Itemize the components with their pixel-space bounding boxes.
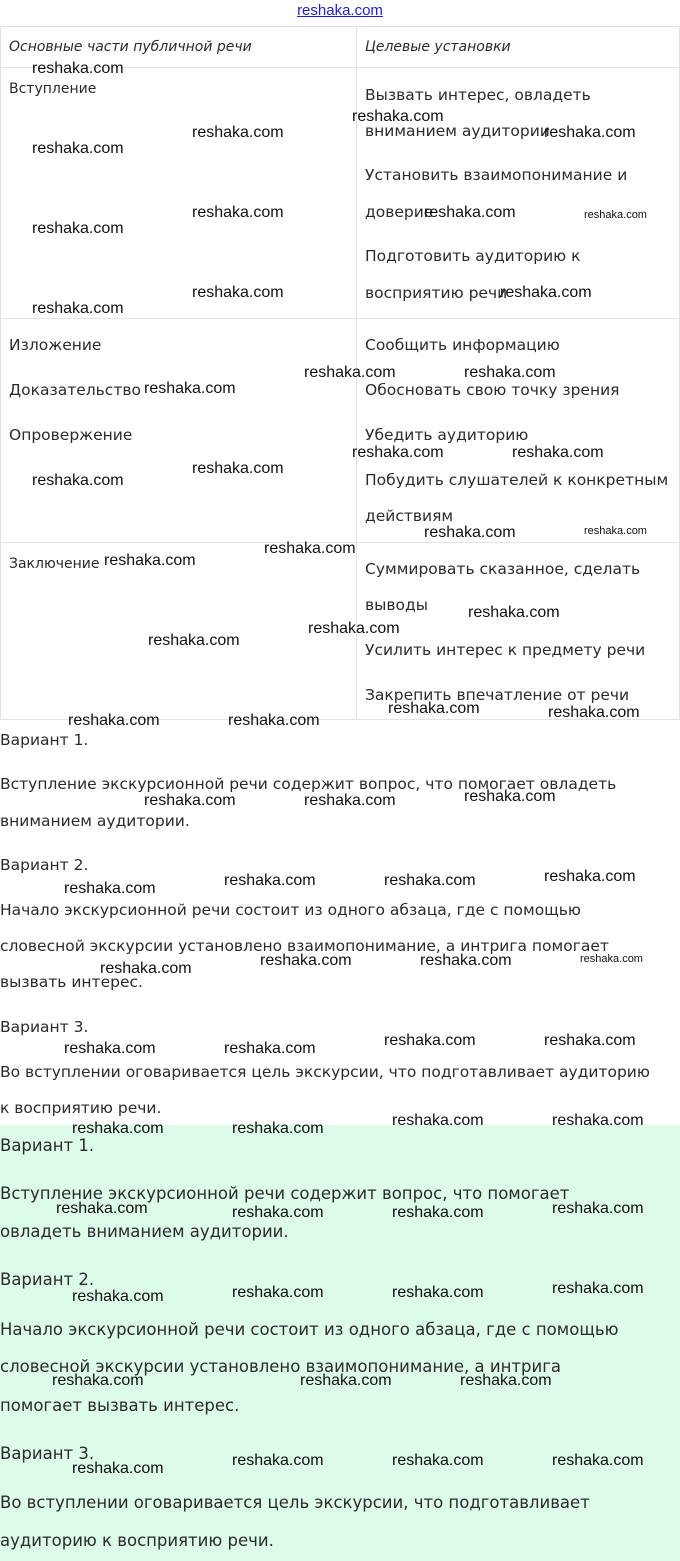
watermark: reshaka.com	[32, 300, 124, 317]
variant-line: Вступление экскурсионной речи содержит вопрос, что помогает	[0, 1184, 570, 1203]
goal-line: Подготовить аудиторию к	[365, 247, 581, 265]
watermark: reshaka.com	[464, 364, 556, 381]
watermark: reshaka.com	[300, 1372, 392, 1389]
variant-line: Вступление экскурсионной речи содержит вопрос, что помогает овладеть	[0, 775, 617, 793]
goal-line: доверие	[365, 203, 434, 221]
goal-line: Побудить слушателей к конкретным	[365, 471, 669, 489]
speech-parts-table	[0, 26, 680, 720]
goal-line: Обосновать свою точку зрения	[365, 381, 620, 399]
watermark: reshaka.com	[392, 1284, 484, 1301]
watermark: reshaka.com	[228, 712, 320, 729]
watermark: reshaka.com	[232, 1120, 324, 1137]
variant-title: Вариант 3.	[0, 1444, 95, 1463]
watermark: reshaka.com	[224, 1040, 316, 1057]
watermark: reshaka.com	[352, 444, 444, 461]
variant-line: словесной экскурсии установлено взаимопонимание, а интрига	[0, 1357, 561, 1376]
watermark: reshaka.com	[224, 872, 316, 889]
watermark: reshaka.com	[232, 1452, 324, 1469]
goal-line: Суммировать сказанное, сделать	[365, 560, 641, 578]
table-row	[1, 68, 680, 319]
variant-line: Начало экскурсионной речи состоит из одного абзаца, где с помощью	[0, 901, 581, 919]
variant-title: Вариант 2.	[0, 856, 89, 874]
watermark: reshaka.com	[64, 880, 156, 897]
column-header-goals: Целевые установки	[357, 27, 680, 68]
goal-line: Вызвать интерес, овладеть	[365, 86, 591, 104]
watermark: reshaka.com	[264, 540, 356, 557]
table-row	[1, 543, 680, 720]
table-cell-goals	[357, 68, 680, 319]
variant-line: помогает вызвать интерес.	[0, 1396, 240, 1415]
table-header-row	[1, 27, 680, 68]
watermark: reshaka.com	[352, 108, 444, 125]
watermark: reshaka.com	[304, 792, 396, 809]
watermark: reshaka.com	[192, 284, 284, 301]
goal-line: вниманием аудитории	[365, 122, 550, 140]
watermark: reshaka.com	[544, 868, 636, 885]
variant-line: овладеть вниманием аудитории.	[0, 1222, 289, 1241]
part-label: Заключение	[9, 556, 100, 572]
watermark: reshaka.com	[384, 872, 476, 889]
watermark: reshaka.com	[308, 620, 400, 637]
watermark: reshaka.com	[232, 1284, 324, 1301]
watermark: reshaka.com	[68, 712, 160, 729]
variant-line: вниманием аудитории.	[0, 812, 190, 830]
watermark: reshaka.com	[552, 1280, 644, 1297]
site-link[interactable]: reshaka.com	[297, 2, 383, 19]
watermark: reshaka.com	[72, 1460, 164, 1477]
watermark: reshaka.com	[392, 1112, 484, 1129]
watermark: reshaka.com	[460, 1372, 552, 1389]
watermark: reshaka.com	[552, 1200, 644, 1217]
part-label: Доказательство	[9, 381, 141, 399]
watermark: reshaka.com	[148, 632, 240, 649]
goal-line: Убедить аудиторию	[365, 426, 529, 444]
variants-highlighted	[0, 1125, 680, 1561]
table-cell-part	[1, 68, 357, 319]
table-cell-goals	[357, 543, 680, 720]
variant-line: вызвать интерес.	[0, 973, 143, 991]
variant-line: словесной экскурсии установлено взаимопонимание, а интрига помогает	[0, 937, 609, 955]
goal-line: Усилить интерес к предмету речи	[365, 641, 646, 659]
variant-title: Вариант 1.	[0, 1136, 95, 1155]
watermark: reshaka.com	[144, 792, 236, 809]
watermark: reshaka.com	[500, 284, 592, 301]
watermark: reshaka.com	[580, 953, 643, 965]
variant-line: аудиторию к восприятию речи.	[0, 1531, 274, 1550]
table-cell-part	[1, 319, 357, 543]
goal-line: действиям	[365, 507, 454, 525]
watermark: reshaka.com	[464, 788, 556, 805]
variant-title: Вариант 2.	[0, 1270, 95, 1289]
part-label: Опровержение	[9, 426, 133, 444]
watermark: reshaka.com	[100, 960, 192, 977]
watermark: reshaka.com	[424, 204, 516, 221]
watermark: reshaka.com	[104, 552, 196, 569]
watermark: reshaka.com	[32, 220, 124, 237]
watermark: reshaka.com	[56, 1200, 148, 1217]
watermark: reshaka.com	[64, 1040, 156, 1057]
watermark: reshaka.com	[32, 140, 124, 157]
watermark: reshaka.com	[552, 1452, 644, 1469]
watermark: reshaka.com	[232, 1204, 324, 1221]
watermark: reshaka.com	[32, 472, 124, 489]
variant-line: к восприятию речи.	[0, 1099, 162, 1117]
watermark: reshaka.com	[420, 952, 512, 969]
variant-line: Начало экскурсионной речи состоит из одного абзаца, где с помощью	[0, 1320, 619, 1339]
watermark: reshaka.com	[392, 1204, 484, 1221]
variant-title: Вариант 1.	[0, 731, 89, 749]
variant-title: Вариант 3.	[0, 1018, 89, 1036]
goal-line: Сообщить информацию	[365, 336, 560, 354]
watermark: reshaka.com	[424, 524, 516, 541]
column-header-parts: Основные части публичной речи	[1, 27, 357, 68]
variant-line: Во вступлении оговаривается цель экскурсии, что подготавливает аудиторию	[0, 1063, 650, 1081]
watermark: reshaka.com	[384, 1032, 476, 1049]
watermark: reshaka.com	[72, 1120, 164, 1137]
watermark: reshaka.com	[584, 525, 647, 537]
watermark: reshaka.com	[584, 209, 647, 221]
part-label: Изложение	[9, 336, 102, 354]
watermark: reshaka.com	[388, 700, 480, 717]
watermark: reshaka.com	[192, 460, 284, 477]
variant-line: Во вступлении оговаривается цель экскурсии, что подготавливает	[0, 1493, 590, 1512]
goal-line: Установить взаимопонимание и	[365, 166, 628, 184]
table-row	[1, 319, 680, 543]
watermark: reshaka.com	[392, 1452, 484, 1469]
watermark: reshaka.com	[552, 1112, 644, 1129]
watermark: reshaka.com	[144, 380, 236, 397]
watermark: reshaka.com	[192, 204, 284, 221]
goal-line: выводы	[365, 596, 428, 614]
watermark: reshaka.com	[304, 364, 396, 381]
watermark: reshaka.com	[468, 604, 560, 621]
watermark: reshaka.com	[52, 1372, 144, 1389]
goal-line: восприятию речи	[365, 284, 508, 302]
watermark: reshaka.com	[548, 704, 640, 721]
goal-line: Закрепить впечатление от речи	[365, 686, 630, 704]
watermark: reshaka.com	[512, 444, 604, 461]
watermark: reshaka.com	[72, 1288, 164, 1305]
watermark: reshaka.com	[544, 1032, 636, 1049]
watermark: reshaka.com	[192, 124, 284, 141]
watermark: reshaka.com	[544, 124, 636, 141]
part-label: Вступление	[9, 81, 97, 97]
table-cell-part	[1, 543, 357, 720]
watermark: reshaka.com	[32, 60, 124, 77]
table-cell-goals	[357, 319, 680, 543]
watermark: reshaka.com	[260, 952, 352, 969]
